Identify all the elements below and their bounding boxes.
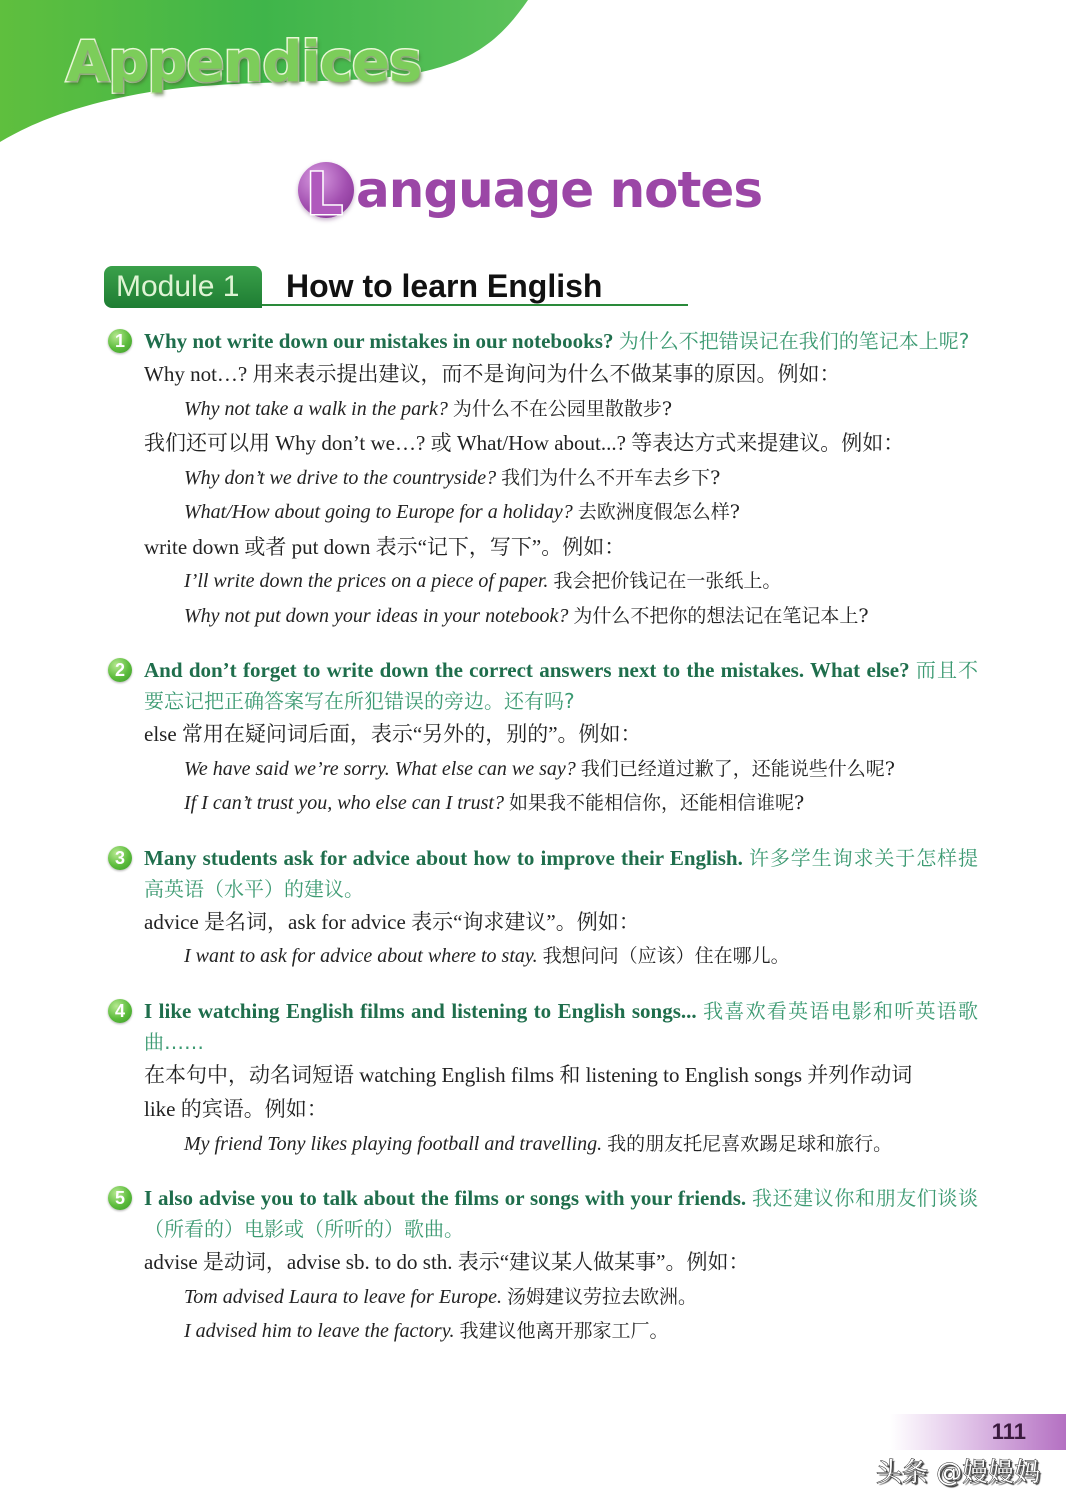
- note-heading-en: Why not write down our mistakes in our notebooks?: [144, 329, 614, 353]
- example-sentence: [108, 564, 978, 599]
- explanation-text: 在本句中，动名词短语 watching English films 和 listening to English songs 并列作动词: [144, 1062, 913, 1087]
- note-heading: [108, 843, 978, 905]
- note-heading-cn: 而且不要忘记把正确答案写在所犯错误的旁边。还有吗?: [144, 658, 979, 713]
- example-en: Why not take a walk in the park?: [184, 397, 448, 420]
- example-en: My friend Tony likes playing football and travelling.: [184, 1132, 603, 1155]
- explanation-text: Why not…? 用来表示提出建议，而不是询问为什么不做某事的原因。例如：: [144, 362, 841, 386]
- note-heading: [108, 996, 978, 1058]
- example-en: I advised him to leave the factory.: [184, 1320, 455, 1342]
- example-sentence: [108, 1314, 978, 1349]
- explanation-text: advise 是动词，advise sb. to do sth. 表示“建议某人做某事”。例如：: [144, 1250, 750, 1274]
- example-cn: 我想问问（应该）住在哪儿。: [542, 945, 790, 967]
- note-heading-cn: 我喜欢看英语电影和听英语歌曲……: [144, 998, 979, 1054]
- module-header: [104, 266, 688, 310]
- example-cn: 我建议他离开那家工厂。: [459, 1320, 669, 1342]
- note-item: [108, 996, 978, 1162]
- module-badge: Module 1: [104, 266, 262, 308]
- watermark: 头条 @嫚嫚妈: [876, 1458, 1041, 1488]
- note-heading-en: I like watching English films and listening to English songs...: [144, 998, 697, 1023]
- note-item: [108, 655, 978, 821]
- example-cn: 为什么不在公园里散散步?: [452, 397, 673, 420]
- note-item: [108, 326, 978, 633]
- title-initial: L: [306, 160, 342, 228]
- example-en: We have said we’re sorry. What else can we say?: [184, 757, 576, 780]
- note-item: [108, 843, 978, 974]
- example-cn: 如果我不能相信你，还能相信谁呢?: [508, 792, 805, 814]
- explanation-text: else 常用在疑问词后面，表示“另外的，别的”。例如：: [144, 722, 642, 746]
- note-heading: [108, 1183, 978, 1245]
- note-heading: [108, 655, 978, 717]
- explanation-text: advice 是名词，ask for advice 表示“询求建议”。例如：: [144, 909, 640, 934]
- example-sentence: [108, 939, 978, 974]
- example-en: What/How about going to Europe for a holiday?: [184, 501, 573, 523]
- example-sentence: [108, 1280, 978, 1315]
- explanation-text: like 的宾语。例如：: [144, 1097, 328, 1121]
- example-en: Why not put down your ideas in your notebook?: [184, 604, 569, 627]
- example-cn: 我们为什么不开车去乡下?: [501, 466, 721, 489]
- note-heading-cn: 许多学生询求关于怎样提高英语（水平）的建议。: [144, 845, 978, 901]
- page-number: 111: [991, 1419, 1026, 1444]
- number-circle-icon: 5: [108, 1186, 132, 1210]
- example-en: Why don’t we drive to the countryside?: [184, 466, 497, 489]
- note-heading-en: Many students ask for advice about how to improve their English.: [144, 845, 743, 870]
- note-heading-en: I also advise you to talk about the films or songs with your friends.: [144, 1186, 747, 1210]
- number-circle-icon: 4: [108, 999, 132, 1023]
- example-sentence: [108, 1127, 978, 1162]
- example-cn: 去欧洲度假怎么样?: [577, 501, 740, 523]
- example-en: Tom advised Laura to leave for Europe.: [184, 1285, 502, 1308]
- note-item: [108, 1183, 978, 1349]
- example-cn: 我的朋友托尼喜欢踢足球和旅行。: [607, 1132, 893, 1155]
- note-heading: [108, 326, 978, 357]
- note-heading-cn: 为什么不把错误记在我们的笔记本上呢?: [618, 329, 970, 353]
- explanation-text: write down 或者 put down 表示“记下，写下”。例如：: [144, 534, 626, 559]
- example-sentence: [108, 392, 978, 427]
- number-circle-icon: 2: [108, 658, 132, 682]
- note-heading-en: And don’t forget to write down the correct answers next to the mistakes. What else?: [144, 658, 910, 682]
- example-cn: 我们已经道过歉了，还能说些什么呢?: [580, 757, 895, 780]
- example-cn: 我会把价钱记在一张纸上。: [553, 570, 782, 592]
- number-circle-icon: 1: [108, 329, 132, 353]
- page-title: [298, 150, 762, 230]
- example-en: If I can’t trust you, who else can I trust?: [184, 792, 504, 814]
- example-sentence: [108, 461, 978, 496]
- number-circle-icon: 3: [108, 846, 132, 870]
- example-en: I want to ask for advice about where to stay.: [184, 945, 538, 967]
- explanation-text: 我们还可以用 Why don’t we…? 或 What/How about...? 等表达方式来提建议。例如：: [144, 431, 905, 455]
- language-notes-list: [108, 326, 978, 1371]
- section-title: Appendices: [66, 30, 422, 95]
- example-cn: 为什么不把你的想法记在笔记本上?: [573, 604, 869, 627]
- example-sentence: [108, 752, 978, 787]
- example-cn: 汤姆建议劳拉去欧洲。: [506, 1285, 697, 1308]
- page-number-bar: [890, 1414, 1066, 1450]
- title-rest: anguage notes: [356, 161, 763, 219]
- module-title: How to learn English: [286, 268, 603, 304]
- example-sentence: [108, 495, 978, 530]
- example-sentence: [108, 786, 978, 821]
- example-en: I’ll write down the prices on a piece of paper.: [184, 570, 549, 592]
- example-sentence: [108, 599, 978, 634]
- note-heading-cn: 我还建议你和朋友们谈谈（所看的）电影或（所听的）歌曲。: [144, 1186, 979, 1241]
